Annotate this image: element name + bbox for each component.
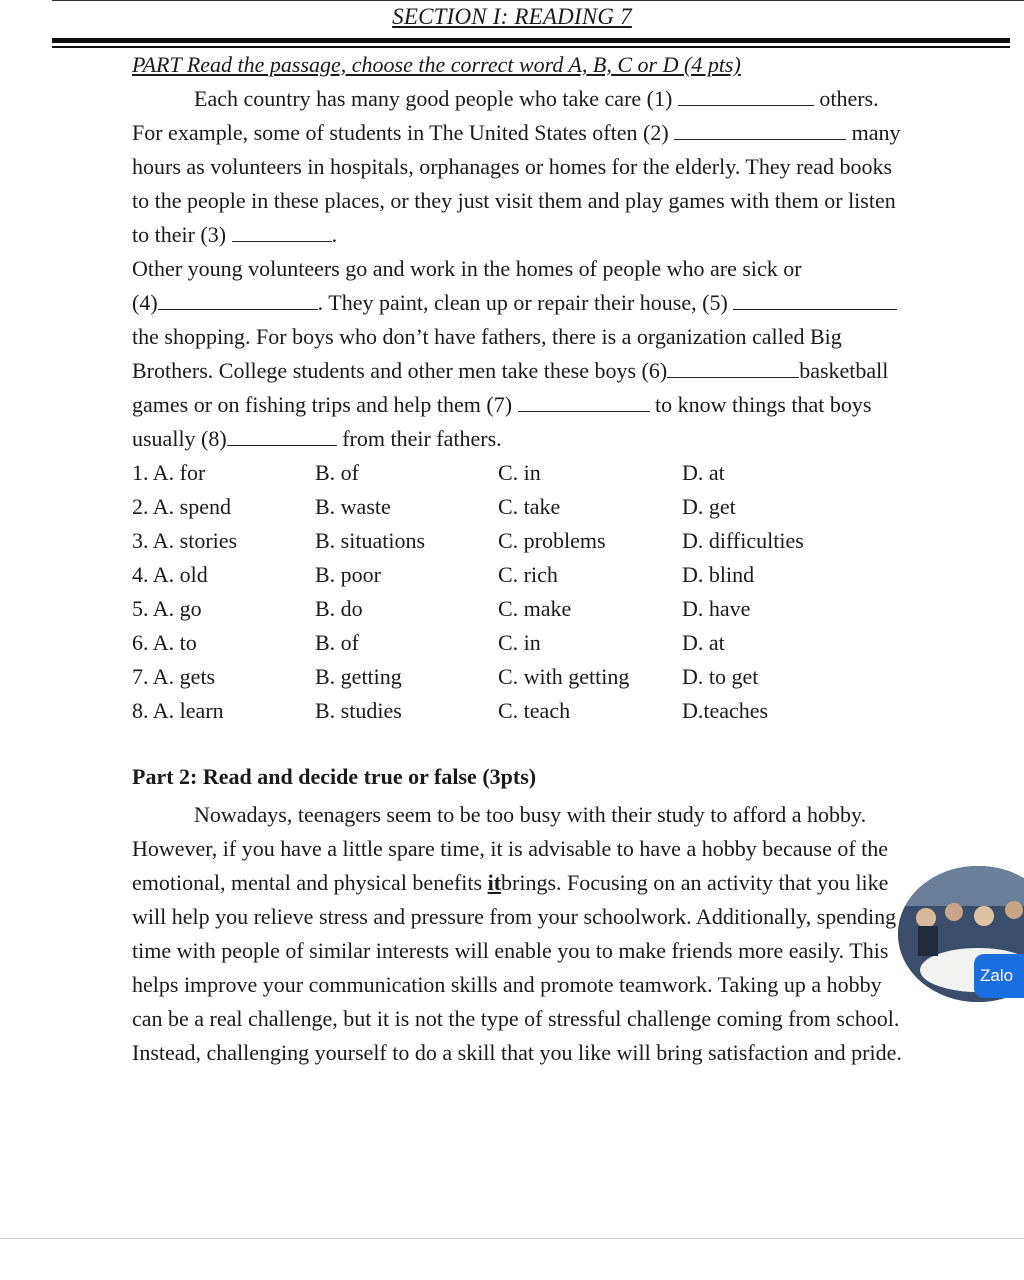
answer-options (132, 456, 912, 728)
option-d[interactable]: D. have (682, 596, 751, 621)
blank-4 (158, 287, 318, 310)
option-a[interactable]: 1. A. for (132, 460, 206, 485)
blank-6 (667, 355, 799, 378)
option-b[interactable]: B. of (315, 630, 359, 655)
section-title: SECTION I: READING 7 (392, 4, 632, 29)
option-a[interactable]: 6. A. to (132, 630, 197, 655)
passage-text: others. For example, some of students in The United States often (132, 86, 879, 145)
option-a[interactable]: 4. A. old (132, 562, 208, 587)
passage-text: brings. Focusing on an activity that you like will help you relieve stress and pressure from your schoolwork. Additionally, spending time with people of similar interests will enable you to make friends more easily. This helps improve your communication skills and promote teamwork. Taking up a hobby can be a real challenge, but it is not the type of stressful challenge coming from school. Instead, challenging yourself to do a skill that you like will bring satisfaction and pride. (132, 870, 902, 1065)
option-d[interactable]: D. get (682, 494, 736, 519)
passage-text: Each country has many good people who take care (1) (194, 86, 673, 111)
option-row (132, 694, 912, 728)
option-c[interactable]: C. make (498, 596, 572, 621)
option-d[interactable]: D. difficulties (682, 528, 804, 553)
option-c[interactable]: C. problems (498, 528, 606, 553)
option-c[interactable]: C. teach (498, 698, 571, 723)
part2-heading: Part 2: Read and decide true or false (3pts) (132, 764, 537, 789)
passage-text: (2) (643, 120, 669, 145)
option-b[interactable]: B. studies (315, 698, 402, 723)
option-b[interactable]: B. waste (315, 494, 391, 519)
option-d[interactable]: D. blind (682, 562, 755, 587)
option-row (132, 456, 912, 490)
blank-1 (678, 83, 814, 106)
blank-5 (733, 287, 897, 310)
option-row (132, 558, 912, 592)
option-c[interactable]: C. with getting (498, 664, 630, 689)
passage-text: from their fathers. (342, 426, 502, 451)
option-b[interactable]: B. getting (315, 664, 402, 689)
passage-text: (4) (132, 290, 158, 315)
option-a[interactable]: 7. A. gets (132, 664, 216, 689)
part1-passage (132, 82, 912, 456)
passage-text: to know things that boys usually (8) (132, 392, 872, 451)
passage-text: Other young volunteers go and work in the homes of people who are sick or (132, 256, 802, 281)
option-a[interactable]: 2. A. spend (132, 494, 231, 519)
top-rule (52, 0, 1024, 1)
part2-passage (132, 798, 912, 1070)
option-c[interactable]: C. in (498, 630, 541, 655)
zalo-chat-badge[interactable]: Zalo (974, 954, 1024, 998)
option-c[interactable]: C. rich (498, 562, 558, 587)
heading-divider-thin (52, 46, 1010, 48)
passage-text: . They paint, clean up or repair their house, (5) (317, 290, 728, 315)
option-a[interactable]: 5. A. go (132, 596, 202, 621)
option-row (132, 660, 912, 694)
part1-heading: PART Read the passage, choose the correct word A, B, C or D (4 pts) (132, 52, 741, 77)
option-d[interactable]: D. at (682, 460, 725, 485)
passage-text: the shopping. For boys who don’t have fathers, there is a organization called Big Brothers. College students and other men take these boys (6) (132, 324, 842, 383)
option-row (132, 490, 912, 524)
passage-text: basketball games or on fishing trips and help them (7) (132, 358, 889, 417)
option-a[interactable]: 8. A. learn (132, 698, 224, 723)
passage-text: . (331, 222, 338, 247)
option-d[interactable]: D.teaches (682, 698, 769, 723)
option-c[interactable]: C. in (498, 460, 541, 485)
option-b[interactable]: B. of (315, 460, 359, 485)
bottom-rule (0, 1238, 1024, 1239)
option-d[interactable]: D. to get (682, 664, 759, 689)
blank-2 (674, 117, 846, 140)
heading-divider-thick (52, 38, 1010, 43)
option-row (132, 626, 912, 660)
underlined-word: it (487, 870, 502, 895)
passage-text: Nowadays, teenagers seem to be too busy with their study to afford a hobby. However, if you have a little spare time, it is advisable to have a hobby because of the emotional, mental and physical benefits (132, 802, 889, 895)
option-a[interactable]: 3. A. stories (132, 528, 238, 553)
option-b[interactable]: B. do (315, 596, 363, 621)
option-b[interactable]: B. poor (315, 562, 381, 587)
blank-8 (227, 423, 337, 446)
option-c[interactable]: C. take (498, 494, 561, 519)
option-b[interactable]: B. situations (315, 528, 426, 553)
option-d[interactable]: D. at (682, 630, 725, 655)
passage-text: many hours as volunteers in hospitals, orphanages or homes for the elderly. They read books to the people in these places, or they just visit them and play games with them or listen to their (3) (132, 120, 901, 247)
blank-3 (232, 219, 332, 242)
option-row (132, 592, 912, 626)
option-row (132, 524, 912, 558)
blank-7 (518, 389, 650, 412)
